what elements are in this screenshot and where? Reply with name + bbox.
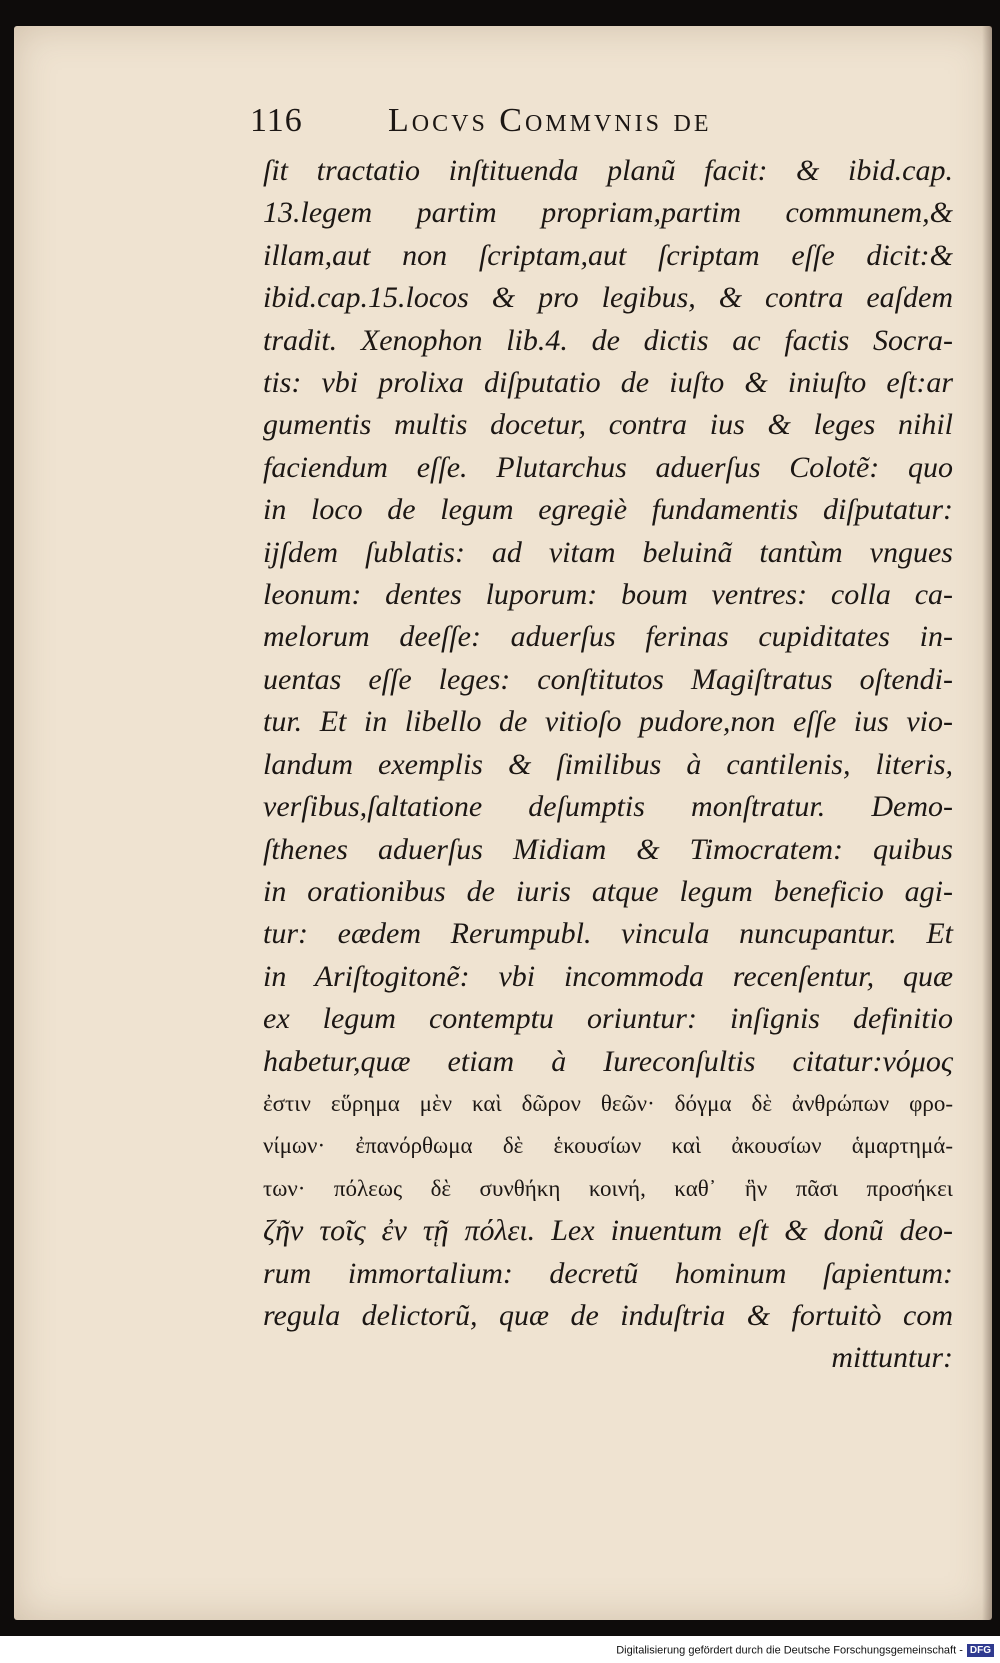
text-line: 13.legem partim propriam,partim communem,& — [263, 196, 953, 230]
text-line: gumentis multis docetur, contra ius & leges nihil — [263, 408, 953, 442]
text-line: faciendum eſſe. Plutarchus aduerſus Colotẽ: quo — [263, 450, 953, 484]
text-line: ijſdem ſublatis: ad vitam beluinã tantùm vngues — [263, 535, 953, 569]
text-line: in Ariſtogitonẽ: vbi incommoda recenſentur, quæ — [263, 959, 953, 993]
text-line: ſthenes aduerſus Midiam & Timocratem: quibus — [263, 832, 953, 866]
greek-text-line: των· πόλεως δὲ συνθήκη κοινή, καθ᾽ ἣν πᾶσι προσήκει — [263, 1175, 953, 1201]
text-line: ζῆν τοῖς ἐν τῇ πόλει. Lex inuentum eſt & donũ deo- — [263, 1214, 953, 1248]
text-line: rum immortalium: decretũ hominum ſapientum: — [263, 1256, 953, 1290]
text-line: tur. Et in libello de vitioſo pudore,non eſſe ius vio- — [263, 705, 953, 739]
text-line: ex legum contemptu oriuntur: inſignis definitio — [263, 1002, 953, 1036]
catchword-line: mittuntur: — [831, 1341, 953, 1375]
page-edge-shadow — [982, 26, 992, 1620]
running-head — [250, 102, 930, 148]
running-title: Locvs Commvnis de — [388, 102, 712, 139]
text-line: tradit. Xenophon lib.4. de dictis ac factis Socra- — [263, 323, 953, 357]
text-line: tis: vbi prolixa diſputatio de iuſto & iniuſto eſt:ar — [263, 366, 953, 400]
text-line: in orationibus de iuris atque legum beneficio agi- — [263, 874, 953, 908]
text-line: ſit tractatio inſtituenda planũ facit: & ibid.cap. — [263, 154, 953, 187]
text-line: melorum deeſſe: aduerſus ferinas cupiditates in- — [263, 620, 953, 654]
text-line: regula delictorũ, quæ de induſtria & fortuitò com — [263, 1298, 953, 1332]
text-line: leonum: dentes luporum: boum ventres: colla ca- — [263, 578, 953, 612]
text-line: tur: eædem Rerumpubl. vincula nuncupantur. Et — [263, 917, 953, 951]
text-line: landum exemplis & ſimilibus à cantilenis, literis, — [263, 747, 953, 781]
credit-text: Digitalisierung gefördert durch die Deutsche Forschungsgemeinschaft - — [616, 1644, 963, 1657]
text-line: verſibus,ſaltatione deſumptis monſtratur. Demo- — [263, 790, 953, 824]
text-line: in loco de legum egregiè fundamentis diſputatur: — [263, 493, 953, 527]
text-line: habetur,quæ etiam à Iureconſultis citatur:νόμος — [263, 1044, 953, 1078]
digitization-credit — [616, 1644, 994, 1657]
body-text — [263, 150, 953, 1380]
page-number: 116 — [250, 102, 303, 139]
greek-text-line: ἐστιν εὕρημα μὲν καὶ δῶρον θεῶν· δόγμα δὲ ἀνθρώπων φρο- — [263, 1090, 953, 1116]
text-line: uentas eſſe leges: conſtitutos Magiſtratus oſtendi- — [263, 662, 953, 696]
dfg-logo: DFG — [967, 1644, 994, 1657]
text-line: illam,aut non ſcriptam,aut ſcriptam eſſe dicit:& — [263, 238, 953, 272]
greek-text-line: νίμων· ἐπανόρθωμα δὲ ἑκουσίων καὶ ἀκουσίων ἁμαρτημά- — [263, 1133, 953, 1159]
text-line: ibid.cap.15.locos & pro legibus, & contra eaſdem — [263, 281, 953, 315]
